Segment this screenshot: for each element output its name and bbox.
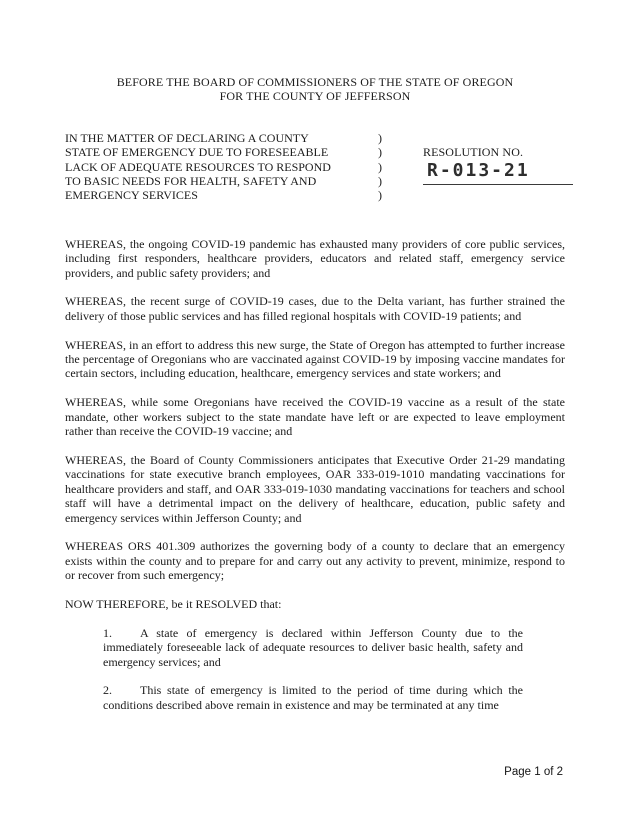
caption-line: LACK OF ADEQUATE RESOURCES TO RESPOND [65, 159, 331, 174]
resolution-block [423, 131, 575, 203]
item-text: This state of emergency is limited to the period of time during which the conditions described above remain in existence and may be terminated at any time [103, 683, 523, 712]
resolved-clause-intro: NOW THEREFORE, be it RESOLVED that: [65, 596, 282, 611]
case-caption [65, 131, 565, 203]
resolution-label: RESOLUTION NO. [423, 144, 524, 159]
caption-line: TO BASIC NEEDS FOR HEALTH, SAFETY AND [65, 174, 317, 189]
resolution-number-stamp: R-013-21 [427, 160, 530, 182]
page-number: Page 1 of 2 [504, 766, 563, 778]
caption-bracket: ) [378, 159, 382, 174]
item-text: A state of emergency is declared within Jefferson County due to the immediately foreseeable lack of adequate resources to deliver basic health, safety and emergency services; and [103, 625, 523, 669]
whereas-paragraph-1: WHEREAS, the ongoing COVID-19 pandemic has exhausted many providers of core public services, including first responders, healthcare providers, educators and related staff, emergency service providers, and public safety providers; and [65, 236, 565, 280]
item-number: 2. [103, 683, 112, 698]
court-header-line2: FOR THE COUNTY OF JEFFERSON [219, 89, 411, 104]
whereas-paragraph-2: WHEREAS, the recent surge of COVID-19 cases, due to the Delta variant, has further strained the delivery of those public services and has filled regional hospitals with COVID-19 patients; and [65, 294, 565, 323]
whereas-paragraph-5: WHEREAS, the Board of County Commissioners anticipates that Executive Order 21-29 mandating vaccinations for state executive branch employees, OAR 333-019-1010 mandating vaccinations for healthcare providers and staff, and OAR 333-019-1030 mandating vaccinations for teachers and school staff will have a detrimental impact on the delivery of healthcare, education, public safety and emergency services within Jefferson County; and [65, 452, 565, 525]
court-header [65, 75, 565, 104]
whereas-paragraph-6: WHEREAS ORS 401.309 authorizes the governing body of a county to declare that an emergency exists within the county and to prepare for and carry out any activity to prevent, minimize, respond to or recover from such emergency; [65, 539, 565, 583]
caption-text [65, 131, 370, 203]
caption-line: EMERGENCY SERVICES [65, 188, 198, 203]
item-number: 1. [103, 625, 112, 640]
caption-bracket: ) [378, 188, 382, 203]
caption-bracket: ) [378, 174, 382, 189]
resolved-item-1 [103, 626, 523, 669]
caption-line: STATE OF EMERGENCY DUE TO FORESEEABLE [65, 145, 329, 160]
resolution-underline [423, 184, 573, 185]
court-header-line1: BEFORE THE BOARD OF COMMISSIONERS OF THE STATE OF OREGON [116, 75, 514, 89]
whereas-paragraph-3: WHEREAS, in an effort to address this new surge, the State of Oregon has attempted to further increase the percentage of Oregonians who are vaccinated against COVID-19 by imposing vaccine mandates for certain sectors, including education, healthcare, emergency services and state workers; and [65, 337, 565, 381]
resolved-item-2 [103, 683, 523, 712]
caption-bracket: ) [378, 130, 382, 145]
caption-brackets [370, 131, 423, 203]
whereas-paragraph-4: WHEREAS, while some Oregonians have received the COVID-19 vaccine as a result of the state mandate, other workers subject to the state mandate have left or are expected to leave employment rather than receive the COVID-19 vaccine; and [65, 395, 565, 439]
caption-bracket: ) [378, 145, 382, 160]
caption-line: IN THE MATTER OF DECLARING A COUNTY [65, 130, 309, 145]
